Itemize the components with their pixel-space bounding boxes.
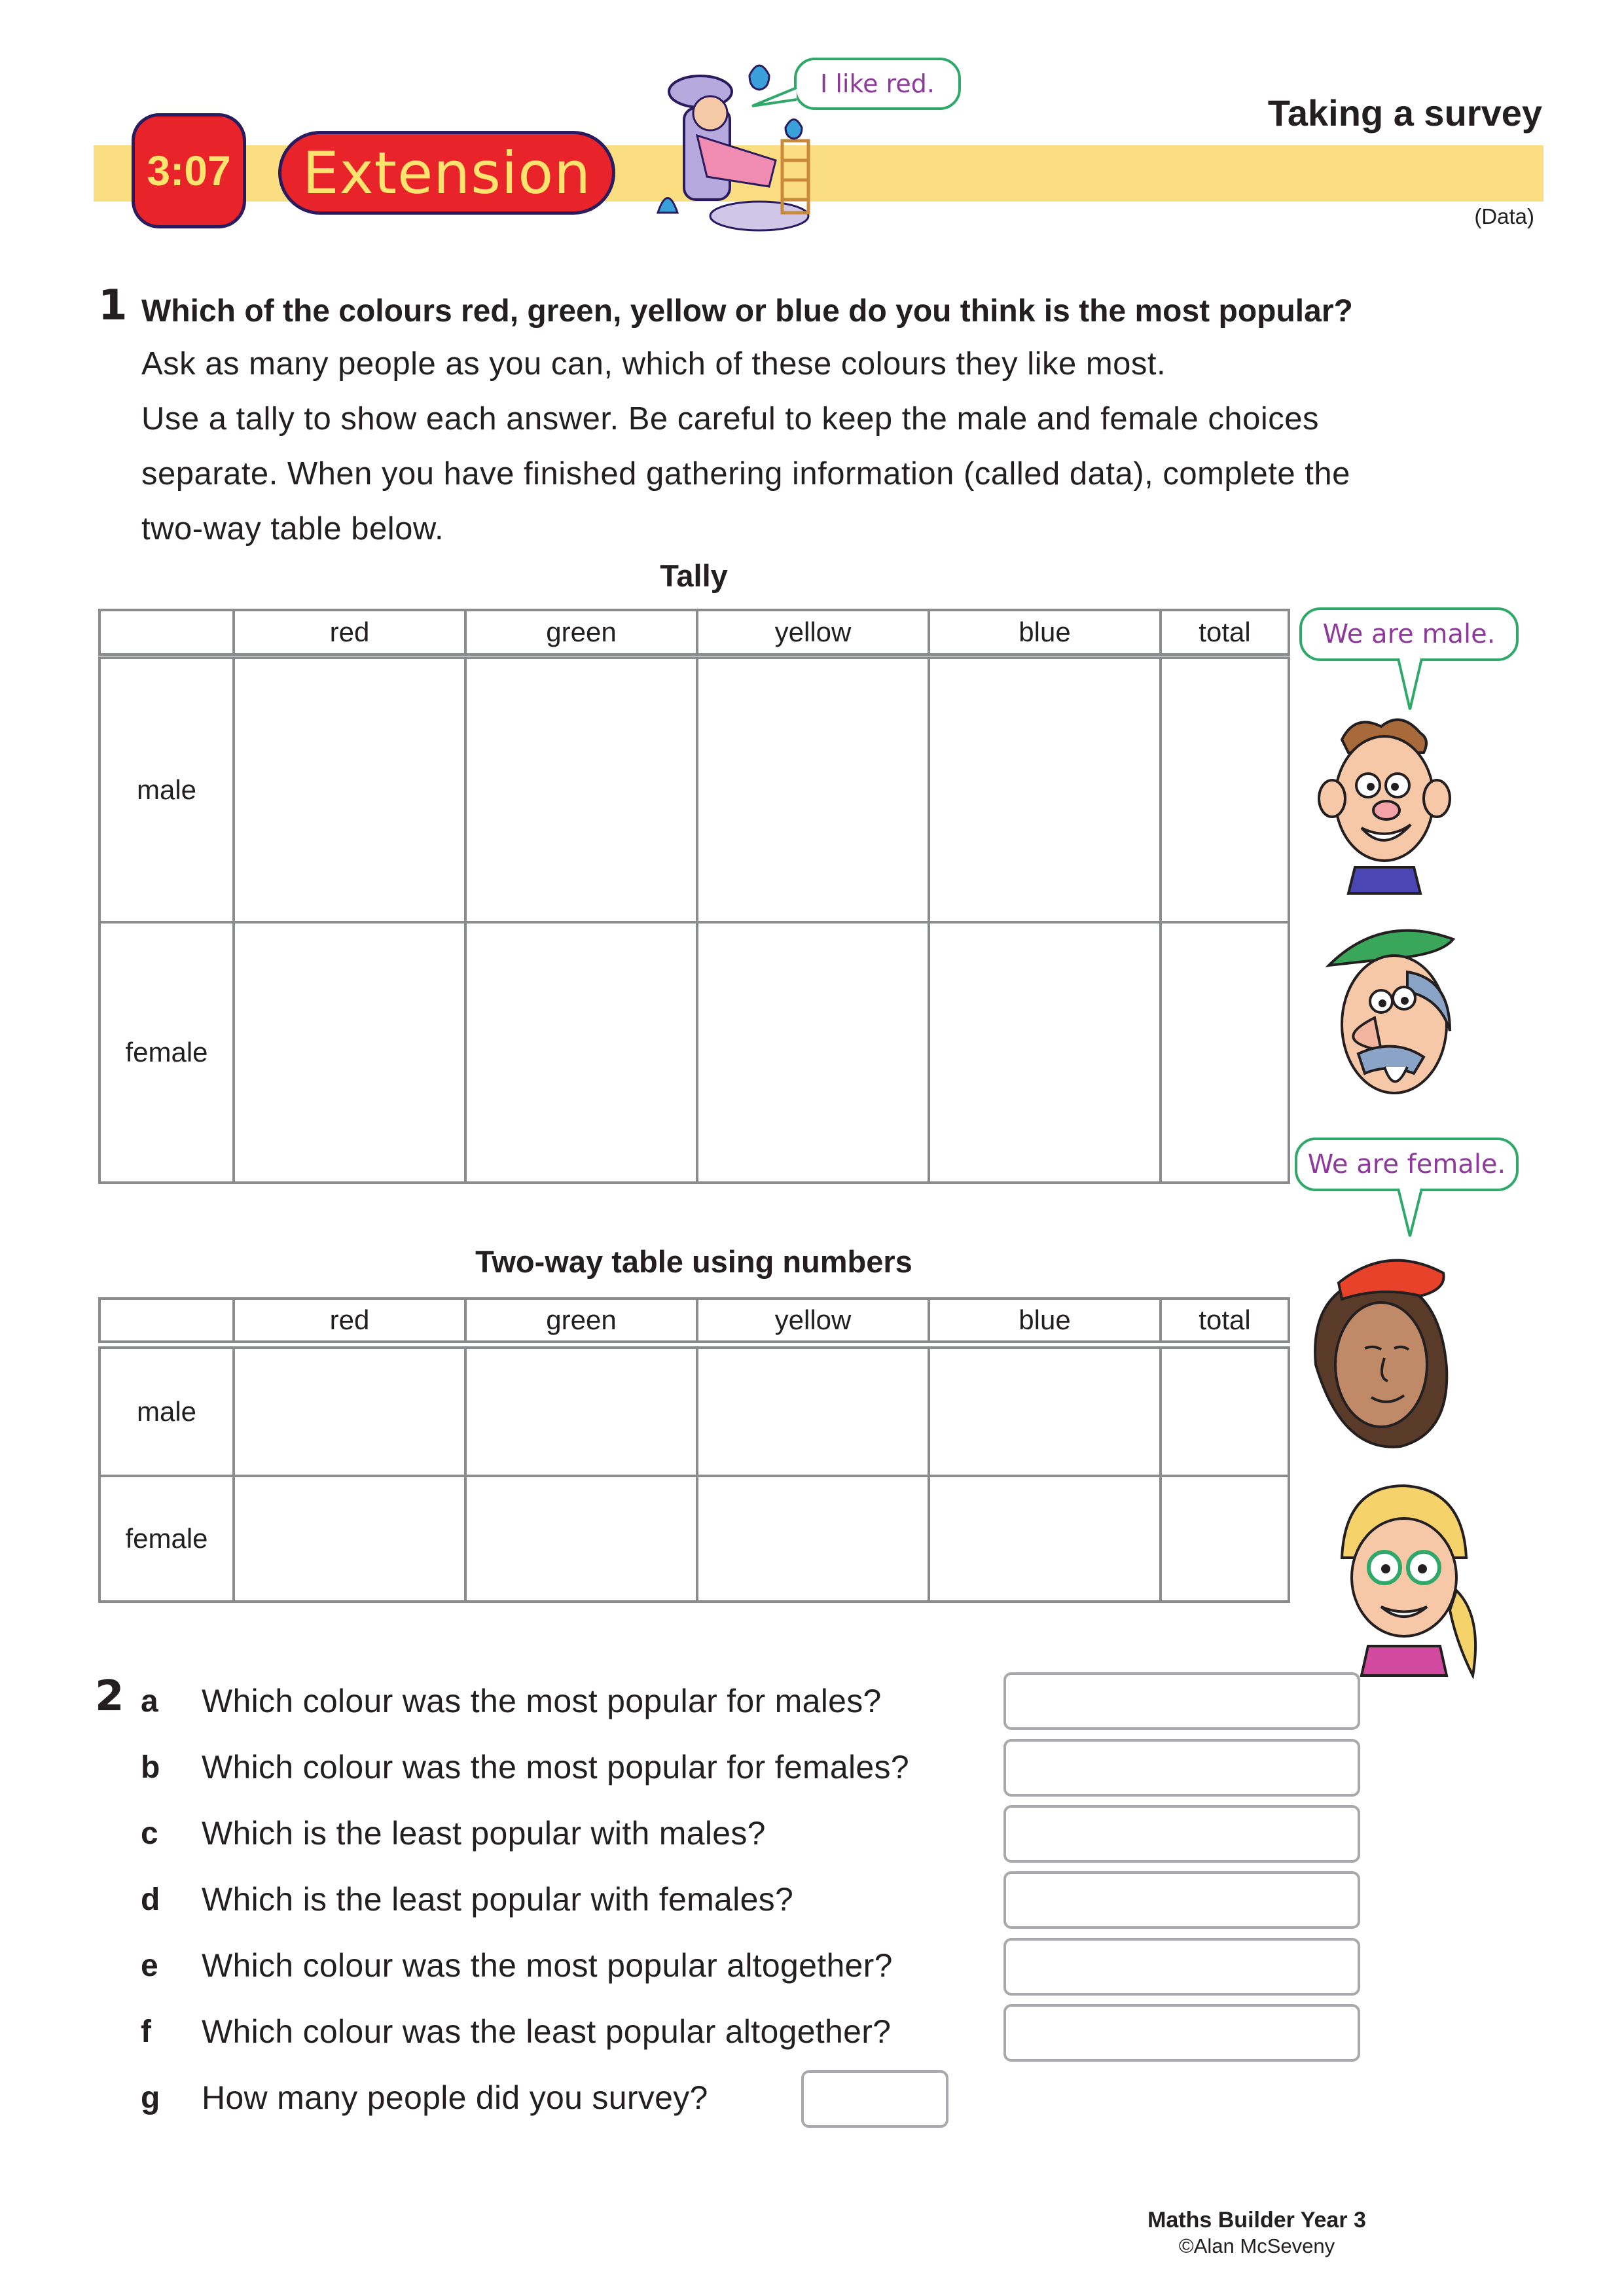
question-2f-text: Which colour was the least popular altogether? xyxy=(202,2013,892,2050)
tally-entry-cell[interactable] xyxy=(464,656,698,924)
question-2-number: 2 xyxy=(95,1672,124,1721)
numbers-row-female: female xyxy=(125,1523,208,1554)
numbers-entry-cell[interactable] xyxy=(1159,1475,1290,1603)
tally-row-female: female xyxy=(125,1037,208,1067)
header-bubble-tail xyxy=(749,85,802,111)
question-2-letter: d xyxy=(141,1882,160,1917)
question-1-line: two-way table below. xyxy=(141,511,444,547)
numbers-entry-cell[interactable] xyxy=(1159,1346,1290,1477)
tally-col-blue: blue xyxy=(1019,617,1071,647)
tally-entry-cell[interactable] xyxy=(928,656,1162,924)
male-bubble-text: We are male. xyxy=(1322,619,1496,649)
question-2-letter: b xyxy=(141,1750,160,1785)
female-bubble-tail xyxy=(1394,1187,1427,1240)
section-code: 3:07 xyxy=(147,147,231,194)
question-1-lead: Which of the colours red, green, yellow or blue do you think is the most popular? xyxy=(141,294,1353,329)
extension-label: Extension xyxy=(302,139,591,207)
question-2-letter: c xyxy=(141,1816,158,1851)
numbers-entry-cell[interactable] xyxy=(464,1346,698,1477)
numbers-table-title: Two-way table using numbers xyxy=(475,1244,912,1279)
question-1-line: Use a tally to show each answer. Be careful to keep the male and female choices xyxy=(141,401,1320,437)
numbers-col-yellow: yellow xyxy=(774,1304,852,1335)
question-2c-text: Which is the least popular with males? xyxy=(202,1815,766,1852)
section-code-badge xyxy=(132,113,246,228)
girl-beret-face-cartoon xyxy=(1303,1250,1473,1463)
question-2d-text: Which is the least popular with females? xyxy=(202,1881,794,1918)
numbers-entry-cell[interactable] xyxy=(232,1346,467,1477)
answer-box-2d[interactable] xyxy=(1003,1871,1360,1929)
question-2-letter: e xyxy=(141,1948,158,1983)
footer-book-title: Maths Builder Year 3 xyxy=(1147,2208,1366,2233)
question-2e-text: Which colour was the most popular altogether? xyxy=(202,1947,893,1984)
tally-entry-cell[interactable] xyxy=(928,921,1162,1184)
tally-entry-cell[interactable] xyxy=(464,921,698,1184)
question-2-letter: f xyxy=(141,2015,151,2049)
question-2-letter: a xyxy=(141,1684,158,1719)
question-2b-text: Which colour was the most popular for females? xyxy=(202,1749,909,1785)
numbers-col-blue: blue xyxy=(1019,1304,1071,1335)
answer-box-2g[interactable] xyxy=(801,2070,948,2128)
numbers-entry-cell[interactable] xyxy=(696,1475,930,1603)
numbers-entry-cell[interactable] xyxy=(464,1475,698,1603)
girl-glasses-face-cartoon xyxy=(1326,1479,1489,1679)
answer-box-2c[interactable] xyxy=(1003,1805,1360,1863)
numbers-entry-cell[interactable] xyxy=(928,1346,1162,1477)
answer-box-2f[interactable] xyxy=(1003,2004,1360,2062)
numbers-entry-cell[interactable] xyxy=(232,1475,467,1603)
question-2-letter: g xyxy=(141,2081,160,2115)
footer-copyright: ©Alan McSeveny xyxy=(1178,2234,1335,2257)
male-speech-bubble xyxy=(1299,607,1519,661)
numbers-col-total: total xyxy=(1199,1304,1251,1335)
answer-box-2a[interactable] xyxy=(1003,1672,1360,1730)
tally-col-green: green xyxy=(546,617,617,647)
question-1-line: separate. When you have finished gathering information (called data), complete the xyxy=(141,456,1350,492)
question-2a-text: Which colour was the most popular for males? xyxy=(202,1683,882,1719)
extension-badge xyxy=(278,131,615,215)
tally-entry-cell[interactable] xyxy=(1159,921,1290,1184)
numbers-col-green: green xyxy=(546,1304,617,1335)
question-2g-text: How many people did you survey? xyxy=(202,2079,708,2116)
tally-title: Tally xyxy=(660,558,728,593)
tally-entry-cell[interactable] xyxy=(696,921,930,1184)
topic-label: (Data) xyxy=(1474,204,1534,228)
numbers-entry-cell[interactable] xyxy=(696,1346,930,1477)
tally-corner-cell xyxy=(98,609,235,656)
header-speech-bubble xyxy=(794,58,961,110)
tally-entry-cell[interactable] xyxy=(1159,656,1290,924)
tally-entry-cell[interactable] xyxy=(232,921,467,1184)
tally-col-yellow: yellow xyxy=(774,617,852,647)
numbers-col-red: red xyxy=(329,1304,370,1335)
answer-box-2e[interactable] xyxy=(1003,1938,1360,1996)
numbers-entry-cell[interactable] xyxy=(928,1475,1162,1603)
answer-box-2b[interactable] xyxy=(1003,1739,1360,1797)
male-bubble-tail xyxy=(1394,657,1427,713)
numbers-row-male: male xyxy=(136,1396,197,1427)
question-1-line: Ask as many people as you can, which of these colours they like most. xyxy=(141,346,1166,382)
female-bubble-text: We are female. xyxy=(1307,1149,1506,1179)
tally-entry-cell[interactable] xyxy=(232,656,467,924)
numbers-corner-cell xyxy=(98,1297,235,1343)
page-title: Taking a survey xyxy=(1267,92,1542,134)
tally-entry-cell[interactable] xyxy=(696,656,930,924)
tally-col-total: total xyxy=(1199,617,1251,647)
tally-row-male: male xyxy=(136,774,197,805)
old-man-face-cartoon xyxy=(1309,920,1473,1113)
question-1-number: 1 xyxy=(98,281,128,330)
header-bubble-text: I like red. xyxy=(820,69,935,98)
female-speech-bubble xyxy=(1295,1138,1519,1191)
tally-col-red: red xyxy=(329,617,370,647)
boy-face-cartoon xyxy=(1316,713,1453,897)
